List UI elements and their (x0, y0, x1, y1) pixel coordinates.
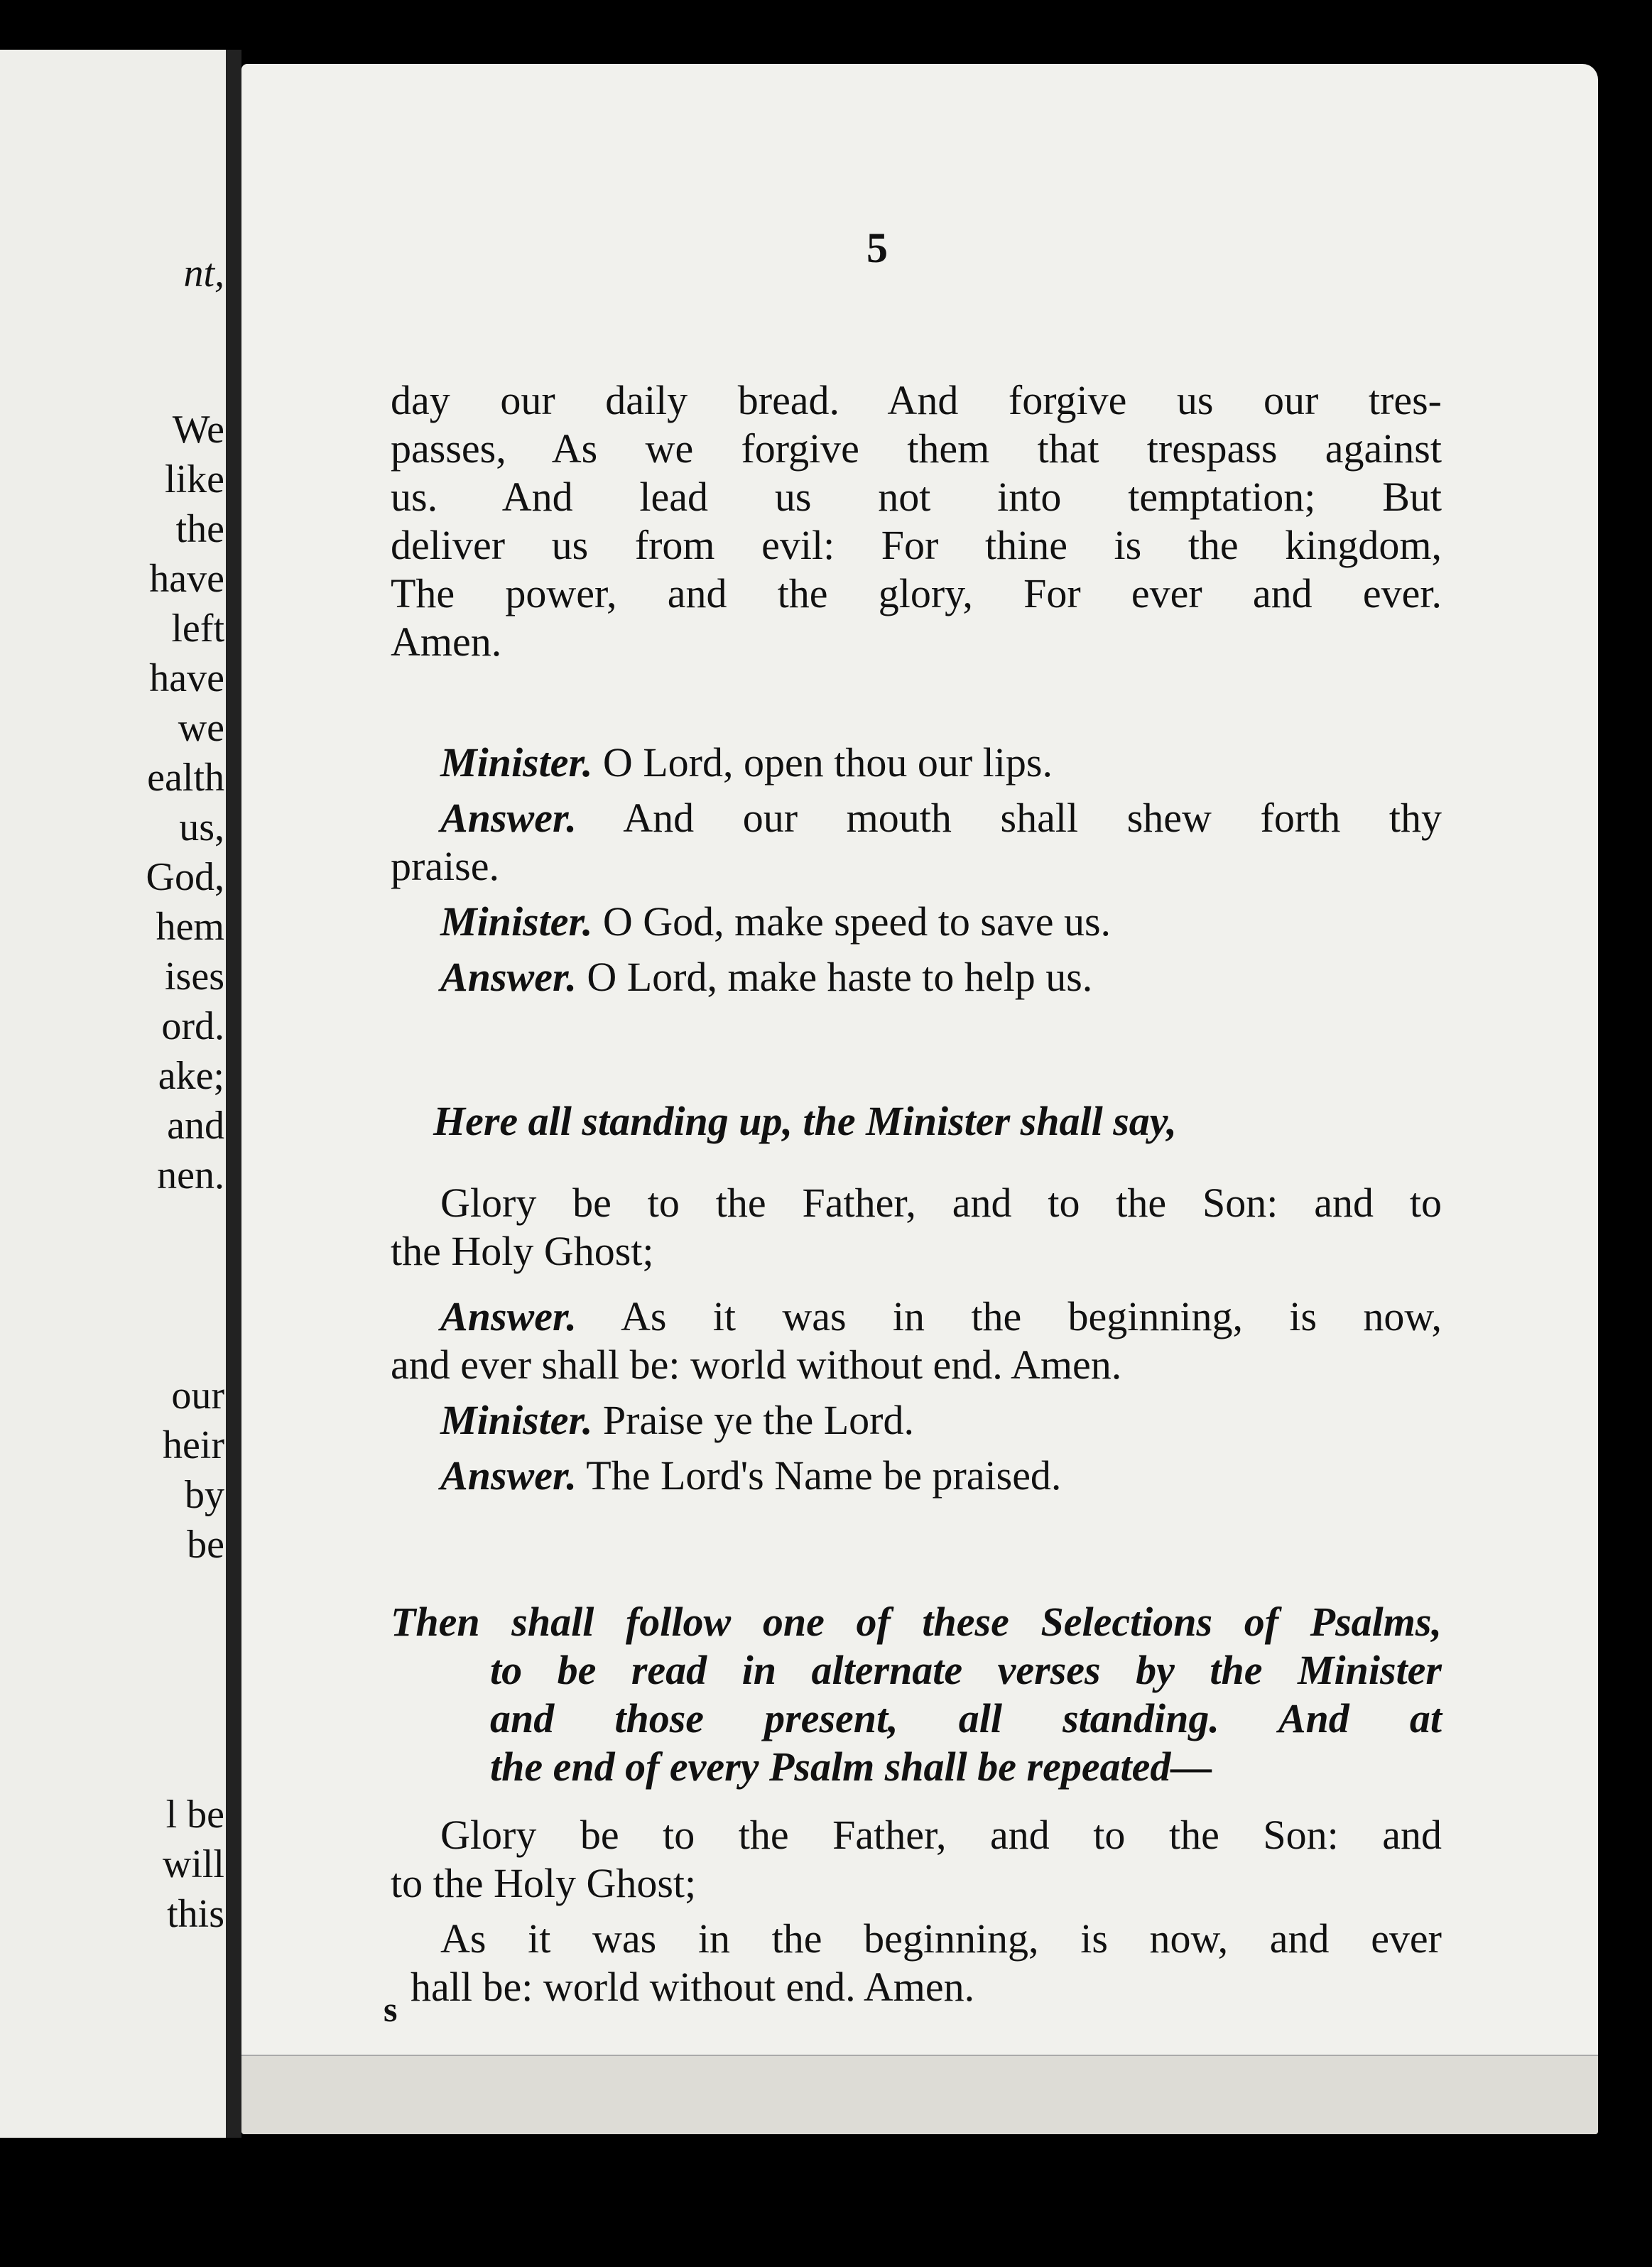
text-line: day our daily bread. And forgive us our tres- (391, 377, 1442, 423)
left-page-line: like (165, 457, 224, 501)
lords-prayer-ending (391, 376, 1442, 666)
rubric-psalms (391, 1598, 1442, 1791)
text-line: The power, and the glory, For ever and ever. (391, 570, 1442, 616)
versicles-opening (391, 739, 1442, 1001)
rubric-line: to be read in alternate verses by the Minister (490, 1647, 1442, 1693)
left-page-line: and (167, 1104, 224, 1148)
versicle-continuation: and ever shall be: world without end. Amen. (391, 1342, 1122, 1388)
left-page-line: ealth (147, 756, 224, 800)
left-page-line: be (187, 1523, 224, 1567)
left-page-line: ises (165, 955, 224, 999)
left-page-line: heir (162, 1423, 224, 1467)
left-page-line: have (149, 656, 224, 700)
rubric-line: Then shall follow one of these Selections of Psalms, (391, 1599, 1442, 1645)
speaker-label: Answer. (440, 1452, 577, 1499)
versicle (391, 953, 1442, 1001)
versicle-text: O Lord, make haste to help us. (587, 954, 1093, 1000)
versicle (391, 1396, 1442, 1445)
book-page (241, 64, 1598, 2134)
gloria-patri-repeat (391, 1811, 1442, 2011)
text-line: to the Holy Ghost; (391, 1860, 697, 1906)
text-line: deliver us from evil: For thine is the kingdom, (391, 522, 1442, 568)
text-line: the Holy Ghost; (391, 1228, 654, 1274)
left-page-line: ord. (161, 1004, 224, 1048)
left-page-line: this (167, 1892, 224, 1936)
versicles-closing (391, 1293, 1442, 1500)
page-gutter (226, 50, 241, 2138)
left-page-line: us, (179, 805, 224, 849)
rubric-standing: Here all standing up, the Minister shall say, (433, 1098, 1177, 1144)
versicle (391, 794, 1442, 842)
text-line: Amen. (391, 619, 502, 665)
versicle-continuation: praise. (391, 843, 499, 889)
speaker-label: Minister. (440, 898, 593, 945)
text-line: As it was in the beginning, is now, and ever (440, 1915, 1442, 1962)
left-page-line: ake; (158, 1054, 224, 1098)
left-page-line: by (185, 1473, 224, 1517)
text-line: Glory be to the Father, and to the Son: and to (440, 1180, 1442, 1226)
versicle (391, 898, 1442, 946)
speaker-label: Minister. (440, 739, 593, 785)
versicle (391, 1293, 1442, 1341)
gloria-patri (391, 1179, 1442, 1276)
rubric-line: the end of every Psalm shall be repeated— (490, 1744, 1212, 1790)
text-line: Glory be to the Father, and to the Son: and (440, 1812, 1442, 1858)
speaker-label: Answer. (440, 795, 577, 841)
text-line: hall be: world without end. Amen. (411, 1964, 975, 2010)
left-page-line: God, (146, 855, 224, 899)
left-page-line: nen. (157, 1153, 224, 1197)
versicle-text: O God, make speed to save us. (602, 898, 1112, 945)
versicle-text: And our mouth shall shew forth thy (623, 795, 1442, 841)
left-page-line: hem (156, 905, 224, 949)
versicle (391, 1452, 1442, 1500)
text-line: passes, As we forgive them that trespass against (391, 425, 1442, 472)
signature-mark: s (384, 1989, 398, 2029)
versicle-text: The Lord's Name be praised. (586, 1452, 1062, 1499)
left-page-line: nt, (183, 251, 224, 295)
left-page-line: will (162, 1842, 224, 1886)
left-page-line: have (149, 557, 224, 601)
versicle-text: O Lord, open thou our lips. (602, 739, 1053, 785)
left-page-line: our (171, 1374, 224, 1418)
text-line: us. And lead us not into temptation; But (391, 474, 1442, 520)
versicle (391, 739, 1442, 787)
page-number: 5 (866, 224, 888, 271)
left-page-line: left (171, 607, 224, 651)
left-page-line: we (178, 706, 224, 750)
page-bottom-edge (241, 2055, 1598, 2134)
rubric-line: and those present, all standing. And at (490, 1695, 1442, 1741)
left-page-fragment (0, 50, 234, 2138)
speaker-label: Answer. (440, 1293, 577, 1339)
speaker-label: Answer. (440, 954, 577, 1000)
versicle-text: As it was in the beginning, is now, (620, 1293, 1442, 1339)
left-page-line: l be (165, 1793, 224, 1837)
left-page-line: We (172, 408, 224, 452)
speaker-label: Minister. (440, 1397, 593, 1443)
left-page-line: the (175, 507, 224, 551)
versicle-text: Praise ye the Lord. (602, 1397, 914, 1443)
